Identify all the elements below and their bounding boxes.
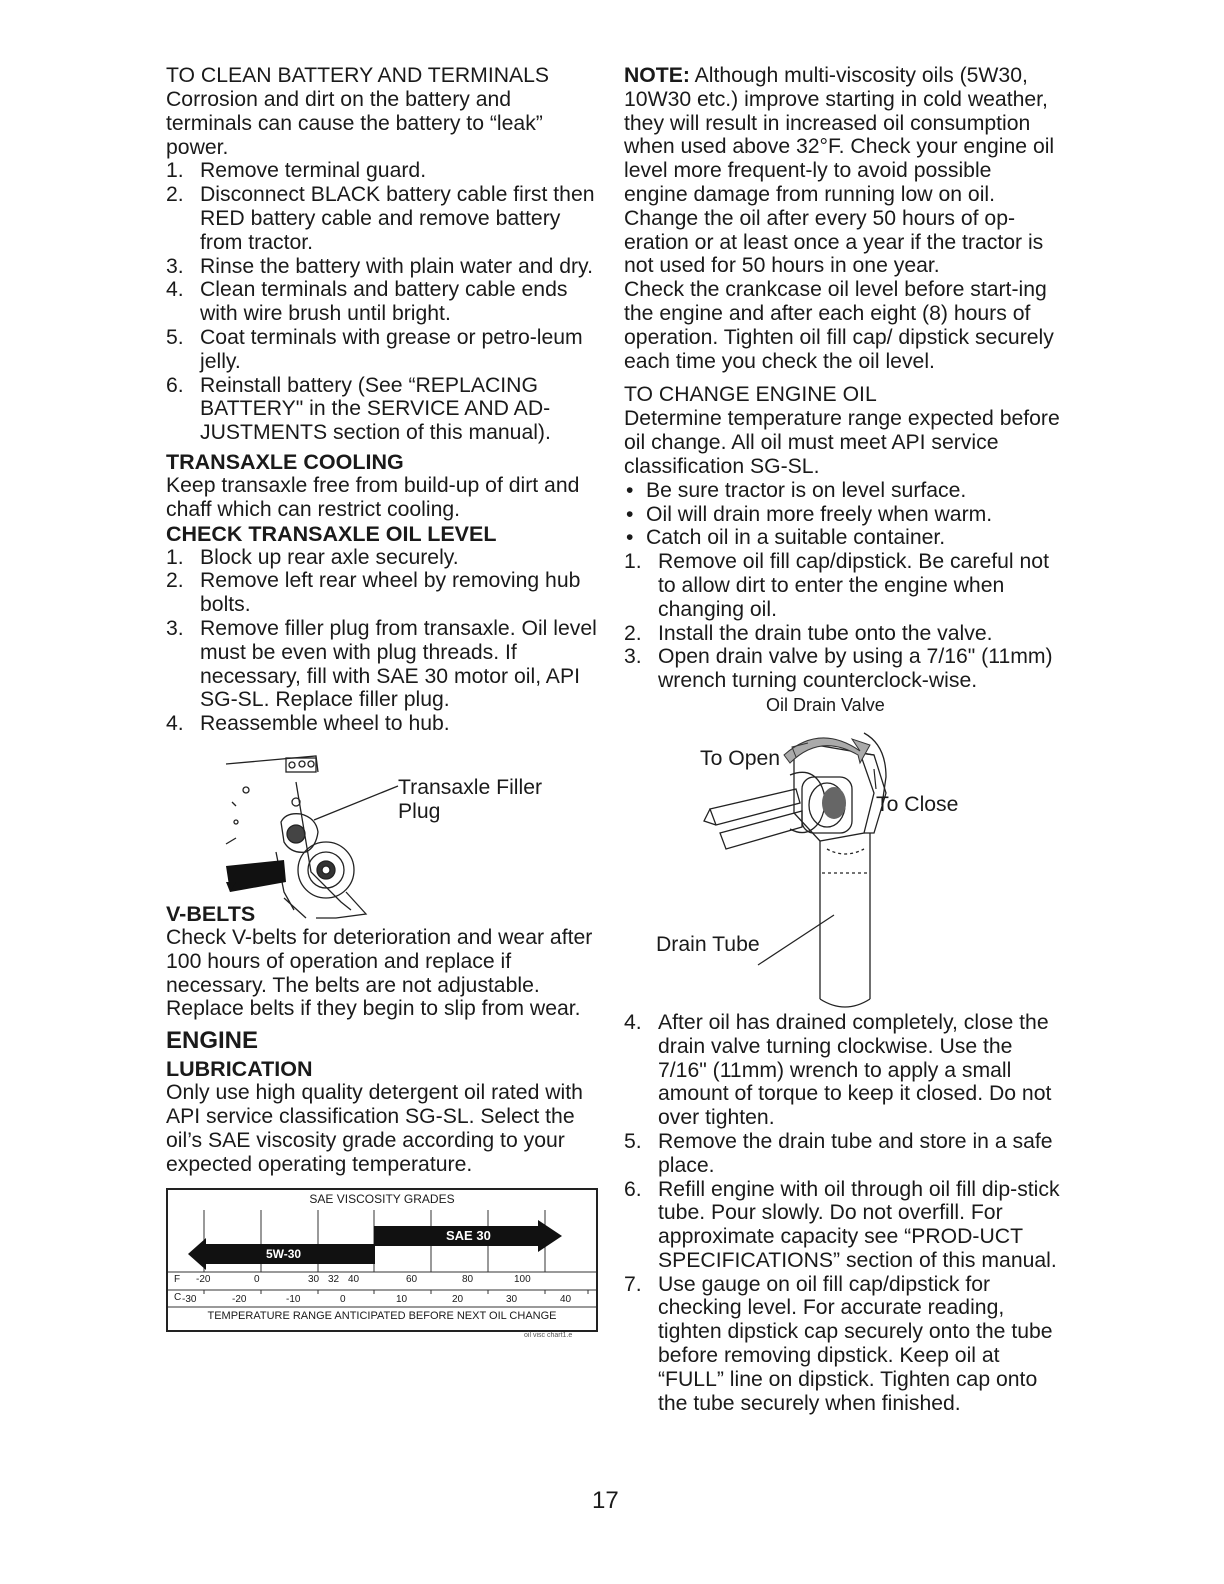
change-oil-heading: TO CHANGE ENGINE OIL — [624, 383, 877, 407]
filler-plug-label: Transaxle Filler — [398, 775, 543, 799]
tick-label: 32 — [328, 1274, 340, 1286]
vbelts-heading: V-BELTS — [166, 901, 256, 926]
viscosity-chart-graphic — [168, 1190, 596, 1330]
list-item: • Be sure tractor is on level surface. — [626, 478, 967, 502]
chart-title: SAE VISCOSITY GRADES — [309, 1192, 455, 1207]
left-column — [166, 64, 598, 1340]
note-text: Although multi-viscosity oils (5W30, 10W30 etc.) improve starting in cold weather, they will result in increased oil consumption when used above 32°F. Check your engine oil level more frequent-ly to avoid possible engine damage from running low on oil. — [624, 64, 1055, 206]
list-item: 6. Refill engine with oil through oil fill dip-stick tube. Pour slowly. Do not overfill. For approximate capacity see “PROD-UCT SPECIFICATIONS” section of this manual. — [624, 1177, 1060, 1272]
list-item: 1. Remove oil fill cap/dipstick. Be careful not to allow dirt to enter the engine when changing oil. — [624, 550, 1049, 621]
tick-label: 100 — [514, 1274, 531, 1286]
sae-viscosity-chart — [166, 1188, 598, 1340]
battery-heading: TO CLEAN BATTERY AND TERMINALS — [166, 64, 550, 87]
drain-tube-label: Drain Tube — [656, 932, 760, 956]
drain-valve-illustration — [624, 693, 1060, 1011]
tick-label: 60 — [406, 1274, 418, 1286]
list-item: 4. After oil has drained completely, close the drain valve turning clockwise. Use the 7/16" (11mm) wrench to apply a small amount of torque to keep it closed. Do not over tighten. — [624, 1010, 1052, 1130]
celsius-label: C — [174, 1292, 182, 1304]
precaution-bullets — [624, 479, 1060, 550]
tick-label: 0 — [254, 1274, 260, 1286]
list-item: 5. Coat terminals with grease or petro-leum jelly. — [166, 325, 583, 373]
tick-label: -20 — [196, 1274, 211, 1286]
check-transaxle-steps — [166, 546, 598, 736]
right-column — [624, 64, 1060, 1415]
list-item: • Oil will drain more freely when warm. — [626, 502, 993, 526]
tick-label: 40 — [348, 1274, 360, 1286]
transaxle-illustration — [166, 742, 598, 920]
tick-label: 20 — [452, 1294, 464, 1306]
tick-label: -10 — [286, 1294, 301, 1306]
tick-label: 30 — [506, 1294, 518, 1306]
engine-heading: ENGINE — [166, 1027, 259, 1055]
change-oil-frequency: Change the oil after every 50 hours of op-eration or at least once a year if the tractor is not used for 50 hours in one year. — [624, 206, 1044, 278]
battery-steps — [166, 159, 598, 445]
list-item: 2. Disconnect BLACK battery cable first then RED battery cable and remove battery from tractor. — [166, 183, 595, 254]
crankcase-check: Check the crankcase oil level before start-ing the engine and after each eight (8) hours of operation. Tighten oil fill cap/ dipstick securely each time you check the oil level. — [624, 278, 1054, 373]
list-item: 6. Reinstall battery (See “REPLACING BATTERY" in the SERVICE AND AD-JUSTMENTS section of this manual). — [166, 373, 551, 445]
lubrication-heading: LUBRICATION — [166, 1057, 313, 1082]
list-item: 2. Remove left rear wheel by removing hub bolts. — [166, 569, 581, 617]
list-item: 3. Rinse the battery with plain water and dry. — [166, 254, 593, 278]
filler-plug-label-line2: Plug — [398, 799, 441, 823]
transaxle-cooling-text: Keep transaxle free from build-up of dirt and chaff which can restrict cooling. — [166, 473, 580, 521]
transaxle-filler-figure — [166, 742, 598, 920]
to-close-label: To Close — [876, 792, 959, 816]
page-number: 17 — [592, 1487, 619, 1514]
note-paragraph — [624, 64, 1060, 207]
lubrication-text: Only use high quality detergent oil rated with API service classification SG-SL. Select the oil’s SAE viscosity grade according to your expected operating temperature. — [166, 1081, 583, 1176]
list-item: 2. Install the drain tube onto the valve. — [624, 621, 993, 645]
sae30-label: SAE 30 — [446, 1228, 491, 1244]
list-item: 1. Block up rear axle securely. — [166, 545, 459, 569]
change-oil-intro: Determine temperature range expected before oil change. All oil must meet API service classification SG-SL. — [624, 407, 1060, 478]
list-item: 3. Open drain valve by using a 7/16" (11mm) wrench turning counterclock-wise. — [624, 645, 1053, 693]
list-item: 5. Remove the drain tube and store in a safe place. — [624, 1129, 1053, 1177]
tick-label: 30 — [308, 1274, 320, 1286]
to-open-label: To Open — [700, 746, 781, 770]
note-label: NOTE: — [624, 64, 690, 87]
change-oil-steps-b — [624, 1011, 1060, 1416]
list-item: 7. Use gauge on oil fill cap/dipstick for checking level. For accurate reading, tighten dipstick cap securely onto the tube before removing dipstick. Keep oil at “FULL” line on dipstick. Tighten cap onto the tube securely when finished. — [624, 1272, 1053, 1415]
tick-label: 80 — [462, 1274, 474, 1286]
list-item: 3. Remove filler plug from transaxle. Oil level must be even with plug threads. If necessary, fill with SAE 30 motor oil, API SG-SL. Replace filler plug. — [166, 616, 597, 712]
5w30-label: 5W-30 — [266, 1247, 302, 1262]
fahrenheit-label: F — [174, 1274, 181, 1286]
list-item: • Catch oil in a suitable container. — [626, 526, 946, 550]
tick-label: 0 — [340, 1294, 346, 1306]
battery-intro: Corrosion and dirt on the battery and terminals can cause the battery to “leak” power. — [166, 88, 543, 159]
change-oil-steps-a — [624, 550, 1060, 693]
list-item: 4. Reassemble wheel to hub. — [166, 712, 450, 736]
oil-drain-valve-figure — [624, 693, 1060, 1011]
check-transaxle-heading: CHECK TRANSAXLE OIL LEVEL — [166, 521, 497, 546]
tick-label: 10 — [396, 1294, 408, 1306]
transaxle-cooling-heading: TRANSAXLE COOLING — [166, 449, 404, 474]
vbelts-text: Check V-belts for deterioration and wear after 100 hours of operation and replace if necessary. The belts are not adjustable. Replace belts if they begin to slip from wear. — [166, 925, 593, 1021]
list-item: 4. Clean terminals and battery cable ends with wire brush until bright. — [166, 278, 568, 326]
chart-footer: TEMPERATURE RANGE ANTICIPATED BEFORE NEXT OIL CHANGE — [207, 1310, 557, 1323]
list-item: 1. Remove terminal guard. — [166, 159, 427, 183]
chart-file-caption: oil visc chart1.e — [524, 1332, 573, 1340]
tick-label: -30 — [182, 1294, 197, 1306]
tick-label: -20 — [232, 1294, 247, 1306]
tick-label: 40 — [560, 1294, 572, 1306]
valve-figure-title: Oil Drain Valve — [766, 694, 885, 715]
